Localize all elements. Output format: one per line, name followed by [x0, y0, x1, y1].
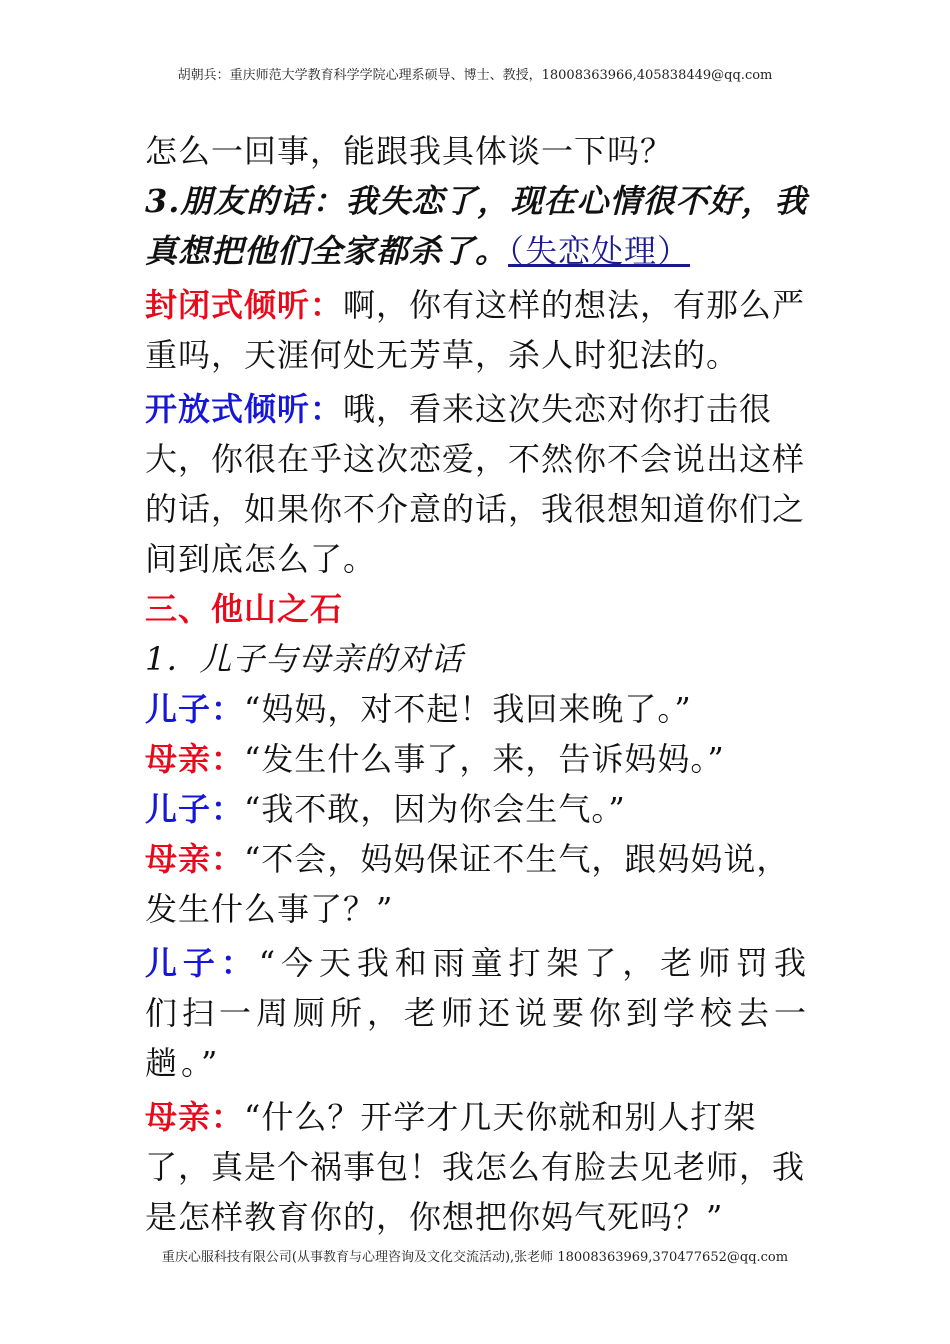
document-body [145, 126, 810, 1242]
speaker-mother: 母亲： [145, 840, 245, 878]
dialogue-text: “妈妈，对不起！我回来晚了。” [244, 690, 692, 728]
section-subtitle: 1．儿子与母亲的对话 [145, 640, 464, 678]
speaker-son: 儿子： [145, 944, 259, 982]
dialogue-text: “发生什么事了，来，告诉妈妈。” [244, 740, 725, 778]
example-3-title: 3.朋友的话：我失恋了，现在心情很不好，我真想把他们全家都杀了。 [145, 182, 808, 270]
closed-listening-label: 封闭式倾听： [145, 286, 344, 324]
breakup-handling-link[interactable]: （失恋处理） [508, 232, 691, 270]
open-listening-text: 哦，看来这次失恋对你打击很大，你很在乎这次恋爱，不然你不会说出这样的话，如果你不介意的话，我很想知道你们之间到底怎么了。 [145, 390, 806, 578]
closed-listening-paragraph [145, 280, 810, 380]
dialogue-text: “不会，妈妈保证不生气，跟妈妈说，发生什么事了？” [145, 840, 790, 928]
speaker-mother: 母亲： [145, 1098, 245, 1136]
dialogue-text: “我不敢，因为你会生气。” [244, 790, 626, 828]
section-title: 三、他山之石 [145, 590, 344, 628]
dialogue-text: “什么？开学才几天你就和别人打架了，真是个祸事包！我怎么有脸去见老师，我是怎样教育你的，你想把你妈气死吗？” [145, 1098, 806, 1236]
dialogue-line [145, 684, 810, 734]
speaker-son: 儿子： [145, 690, 245, 728]
dialogue-line [145, 784, 810, 834]
speaker-son: 儿子： [145, 790, 245, 828]
dialogue-line [145, 938, 810, 1088]
dialogue-text: “今天我和雨童打架了，老师罚我们扫一周厕所，老师还说要你到学校去一趟。” [145, 944, 810, 1082]
open-listening-label: 开放式倾听： [145, 390, 344, 428]
intro-line: 怎么一回事，能跟我具体谈一下吗？ [145, 132, 674, 170]
example-3-heading [145, 176, 810, 276]
dialogue-line [145, 834, 810, 934]
page-header: 胡朝兵：重庆师范大学教育科学学院心理系硕导、博士、教授，18008363966,405838449@qq.com [177, 68, 773, 83]
page-footer: 重庆心服科技有限公司(从事教育与心理咨询及文化交流活动),张老师 18008363969,370477652@qq.com [161, 1250, 789, 1265]
open-listening-paragraph [145, 384, 810, 584]
speaker-mother: 母亲： [145, 740, 245, 778]
closed-listening-text: 啊，你有这样的想法，有那么严重吗，天涯何处无芳草，杀人时犯法的。 [145, 286, 806, 374]
dialogue-line [145, 1092, 810, 1242]
dialogue-line [145, 734, 810, 784]
